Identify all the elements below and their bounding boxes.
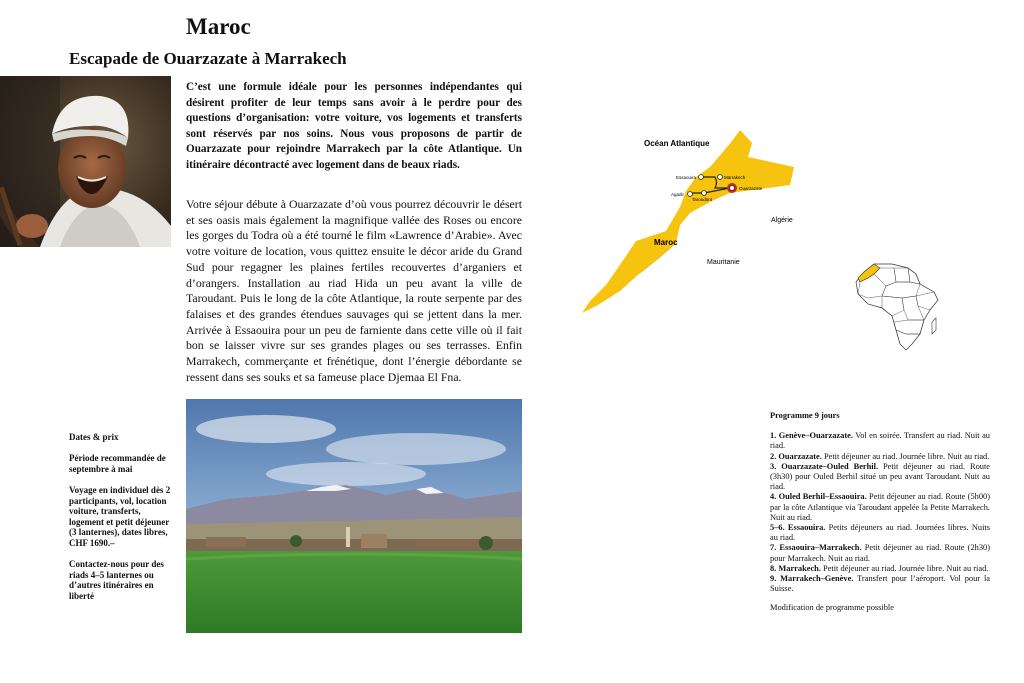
landscape-photo (186, 399, 522, 633)
program-note: Modification de programme possible (770, 603, 894, 613)
label-essaouira: Essaouira (676, 175, 697, 180)
label-algerie: Algérie (771, 217, 793, 224)
program-day-label: 3. Ouarzazate–Ouled Berhil. (770, 461, 879, 471)
label-maroc: Maroc (654, 238, 678, 247)
label-agadir: Agadir (671, 192, 685, 197)
program-day (770, 452, 990, 462)
program-day-text: Petit déjeuner au riad. Route (3h30) pour Ouled Berhil situé un peu avant Taroudant. Nuit au riad. (770, 461, 990, 492)
page-title: Maroc (186, 14, 251, 39)
program-day (770, 431, 990, 451)
sidebar-contact: Contactez-nous pour des riads 4–5 lanternes ou d’autres itinéraires en liberté (69, 559, 164, 601)
program-day (770, 574, 990, 594)
program-section (770, 411, 990, 614)
program-day-label: 5–6. Essaouira. (770, 523, 826, 533)
program-title: Programme 9 jours (770, 411, 840, 420)
city-marker-essaouira (699, 175, 704, 180)
city-marker-agadir (688, 192, 693, 197)
morocco-shape (582, 130, 794, 313)
program-day-text: Vol en soirée. Transfert au riad. Nuit au riad. (770, 431, 990, 451)
program-day-text: Petit déjeuner au riad. Route (5h00) par la côte Atlantique via Taroudant appelée la Petite Marrakech. Nuit au riad. (770, 492, 990, 522)
program-day-text: Petit déjeuner au riad. Journée libre. Nuit au riad. (821, 451, 990, 461)
program-day-label: 4. Ouled Berhil–Essaouira. (770, 492, 867, 502)
program-day-text: Petit déjeuner au riad. Journée libre. Nuit au riad. (820, 563, 989, 573)
sidebar-period: Période recommandée de septembre à mai (69, 453, 166, 474)
city-marker-marrakech (718, 175, 723, 180)
program-day (770, 523, 990, 543)
portrait-photo (0, 76, 171, 247)
page-subtitle: Escapade de Ouarzazate à Marrakech (69, 49, 347, 68)
description-paragraph: Votre séjour débute à Ouarzazate d’où vous pourrez découvrir le désert et ses oasis mais également la magnifique vallée des Roses ou encore les gorges du Todra où a été tourné le film «Lawrence d’Arabie». Avec votre voiture de location, vous quittez ensuite le décor aride du Grand Sud pour regagner les plaines fertiles recouvertes d’arganiers et d’orangers. Installation au riad Hida un peu avant la ville de Taroudant. Puis le long de la côte Atlantique, la route serpente par des falaises et des grandes étendues sauvages qui se jettent dans la mer. Arrivée à Essaouira pour un peu de farniente dans cette ville où il fait bon se laisser vivre sur ses grandes plages ou ses terrasses. Enfin Marrakech, commerçante et frénétique, dont l’énergie débordante se ressent dans ses souks et sa fameuse place Djemaa El Fna. (186, 197, 522, 384)
program-day-text: Petit déjeuner au riad. Route (2h30) pour Marrakech. Nuit au riad. (770, 543, 990, 563)
sidebar-offer: Voyage en individuel dès 2 participants, vol, location voiture, transferts, logement et petit déjeuner (3 lanternes), dates libres, CHF 1690.– (69, 484, 171, 548)
program-day-label: 9. Marrakech–Genève. (770, 574, 854, 584)
program-day (770, 462, 990, 493)
africa-locator-map (850, 258, 945, 353)
label-ouarzazate: Ouarzazate (739, 186, 763, 191)
program-day-text: Transfert pour l’aéroport. Vol pour la Suisse. (770, 574, 990, 594)
program-day (770, 492, 990, 523)
program-day-label: 7. Essaouira–Marrakech. (770, 543, 862, 553)
morocco-map (580, 125, 810, 320)
program-day-label: 1. Genève–Ouarzazate. (770, 431, 853, 441)
city-marker-taroudant (702, 191, 707, 196)
intro-paragraph: C’est une formule idéale pour les personnes indépendantes qui désirent profiter de leur temps sans avoir à le perdre pour des questions d’organisation: votre voiture, vos logements et transferts sont réservés par nos soins. Nous vous proposons de partir de Ouarzazate pour rejoindre Marrakech par la côte Atlantique. Un itinéraire décontracté avec logement dans de beaux riads. (186, 81, 522, 171)
label-mauritanie: Mauritanie (707, 259, 740, 266)
program-day (770, 564, 990, 574)
program-day (770, 543, 990, 563)
label-marrakech: Marrakech (724, 175, 746, 180)
program-day-label: 2. Ouarzazate. (770, 451, 822, 461)
program-day-text: Petits déjeuners au riad. Journées libres. Nuits au riad. (770, 523, 990, 543)
sidebar-heading: Dates & prix (69, 432, 119, 442)
program-day-label: 8. Marrakech. (770, 563, 821, 573)
dates-prices-sidebar (69, 432, 177, 612)
label-ocean: Océan Atlantique (644, 139, 710, 148)
label-taroudant: Taroudant (692, 197, 713, 202)
